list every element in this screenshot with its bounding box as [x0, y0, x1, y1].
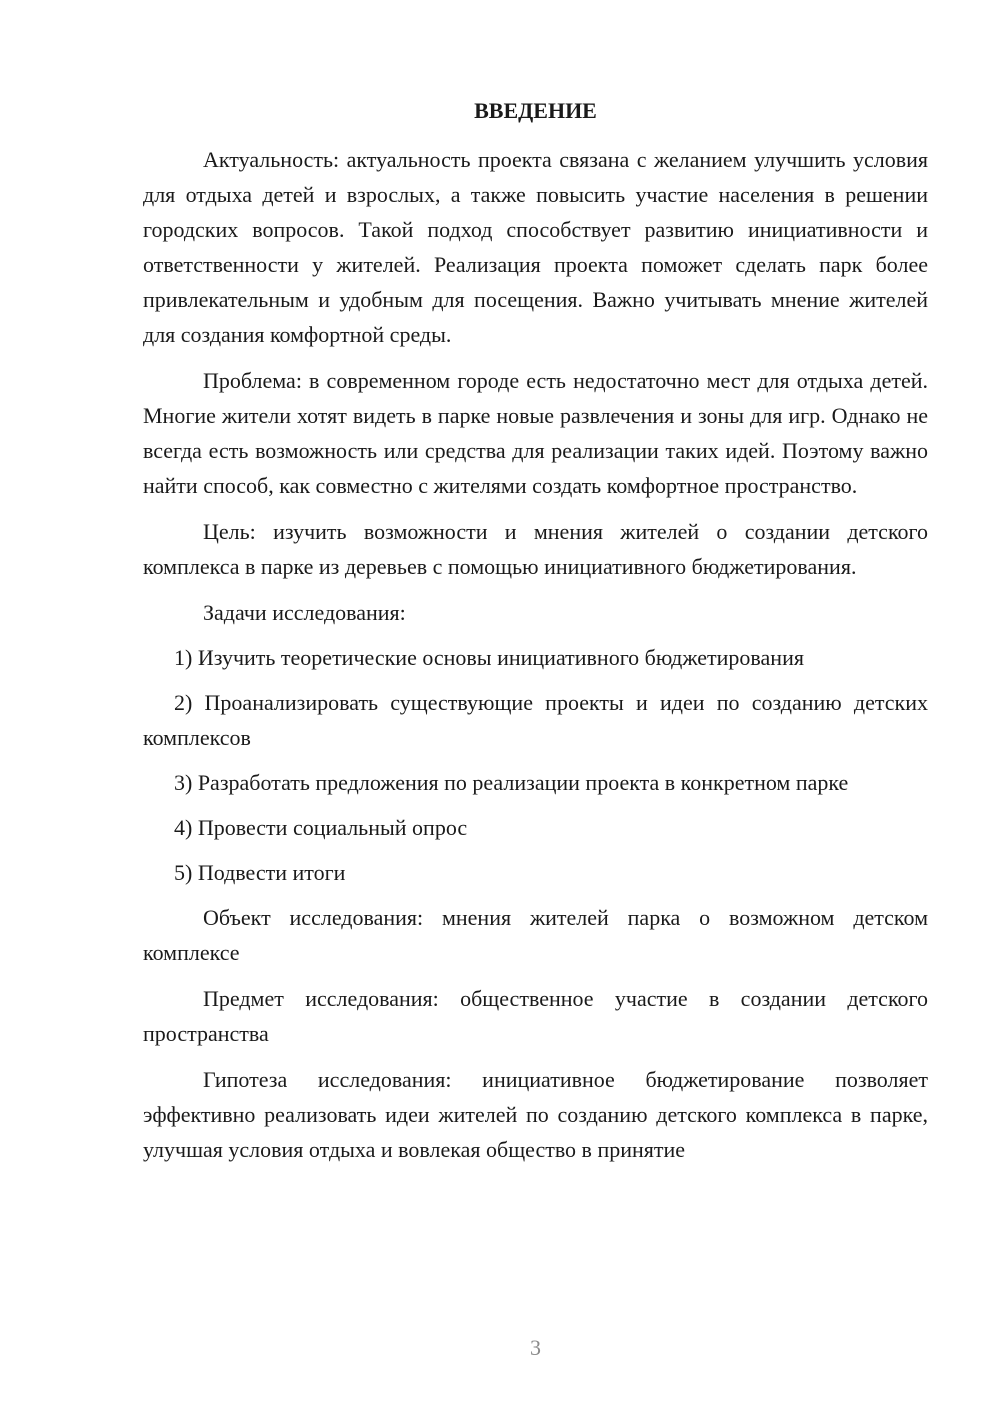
page-title: ВВЕДЕНИЕ: [474, 98, 597, 123]
task-item-5: 5) Подвести итоги: [174, 860, 346, 885]
paragraph-object: Объект исследования: мнения жителей парка о возможном детском комплексе: [143, 905, 928, 965]
document-body: [143, 142, 928, 1178]
task-item-1: 1) Изучить теоретические основы инициативного бюджетирования: [174, 645, 804, 670]
task-item-4: 4) Провести социальный опрос: [174, 815, 468, 840]
paragraph-tasks-heading: Задачи исследования:: [203, 600, 406, 625]
page-number: 3: [530, 1335, 541, 1360]
document-page: [143, 0, 928, 1414]
paragraph-problem: Проблема: в современном городе есть недостаточно мест для отдыха детей. Многие жители хотят видеть в парке новые развлечения и зоны для игр. Однако не всегда есть возможность или средства для реализации таких идей. Поэтому важно найти способ, как совместно с жителями создать комфортное пространство.: [143, 368, 928, 498]
paragraph-subject: Предмет исследования: общественное участие в создании детского пространства: [143, 986, 928, 1046]
task-item-3: 3) Разработать предложения по реализации проекта в конкретном парке: [174, 770, 849, 795]
paragraph-hypothesis: Гипотеза исследования: инициативное бюджетирование позволяет эффективно реализовать идеи жителей по созданию детского комплекса в парке, улучшая условия отдыха и вовлекая общество в принятие: [143, 1067, 928, 1162]
paragraph-relevance: Актуальность: актуальность проекта связана с желанием улучшить условия для отдыха детей и взрослых, а также повысить участие населения в решении городских вопросов. Такой подход способствует развитию инициативности и ответственности у жителей. Реализация проекта поможет сделать парк более привлекательным и удобным для посещения. Важно учитывать мнение жителей для создания комфортной среды.: [143, 147, 928, 347]
paragraph-goal: Цель: изучить возможности и мнения жителей о создании детского комплекса в парке из деревьев с помощью инициативного бюджетирования.: [143, 519, 928, 579]
task-item-2: 2) Проанализировать существующие проекты и идеи по созданию детских комплексов: [143, 690, 928, 750]
